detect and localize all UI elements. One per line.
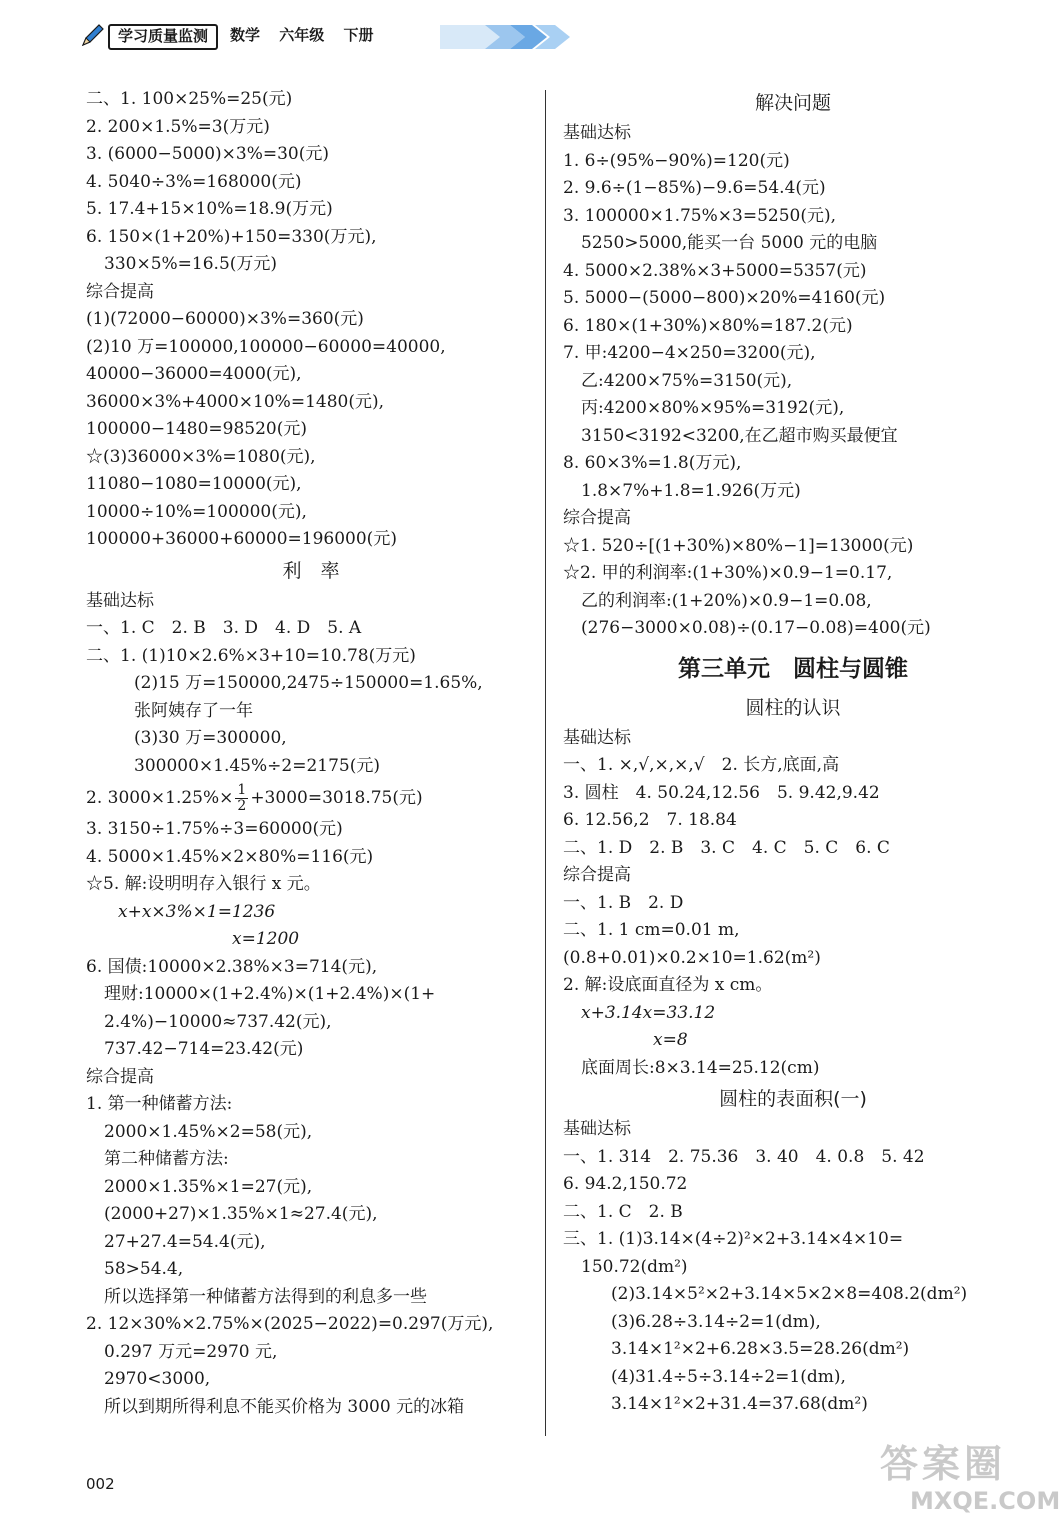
answer-line: 3.14×1²×2+6.28×3.5=28.26(dm²): [611, 1339, 910, 1359]
answer-line: 二、1. 100×25%=25(元): [86, 89, 293, 109]
answer-line: 2000×1.45%×2=58(元),: [104, 1121, 313, 1142]
answer-line: ☆(3)36000×3%=1080(元),: [86, 446, 316, 467]
answer-line: 底面周长:8×3.14=25.12(cm): [581, 1057, 820, 1078]
answer-line: ☆1. 520÷[(1+30%)×80%−1]=13000(元): [563, 535, 914, 556]
book-info: [230, 24, 388, 46]
answer-line: 1.8×7%+1.8=1.926(万元): [581, 480, 801, 501]
answer-line: (2)3.14×5²×2+3.14×5×2×8=408.2(dm²): [611, 1284, 968, 1304]
topic-title: 解决问题: [754, 92, 831, 114]
topic-title: 圆柱的表面积(一): [719, 1088, 867, 1110]
equation-part: +3000=3018.75(元): [250, 788, 423, 808]
section-heading: 综合提高: [86, 281, 154, 302]
fraction: [235, 783, 248, 814]
answer-line: 10000÷10%=100000(元),: [86, 501, 307, 522]
answer-line: 4. 5040÷3%=168000(元): [86, 171, 302, 192]
answer-line: 5250>5000,能买一台 5000 元的电脑: [581, 233, 878, 253]
answer-line: 1. 6÷(95%−90%)=120(元): [563, 150, 790, 171]
volume-label: 下册: [343, 26, 374, 44]
unit-heading: 第三单元 圆柱与圆锥: [678, 655, 908, 682]
answer-line: 3. (6000−5000)×3%=30(元): [86, 144, 330, 164]
watermark-text: 答案圈: [880, 1442, 1007, 1486]
answer-line: 3. 100000×1.75%×3=5250(元),: [563, 205, 837, 226]
answer-line: x=8: [653, 1030, 688, 1050]
answer-line: 36000×3%+4000×10%=1480(元),: [86, 391, 385, 412]
answer-line: x+x×3%×1=1236: [118, 901, 276, 922]
topic-title: 圆柱的认识: [745, 696, 841, 719]
answer-line: 27+27.4=54.4(元),: [104, 1231, 266, 1252]
answer-line: 乙:4200×75%=3150(元),: [581, 370, 793, 391]
answer-line: 2000×1.35%×1=27(元),: [104, 1176, 313, 1197]
answer-line: 6. 150×(1+20%)+150=330(万元),: [86, 226, 377, 247]
answer-line: 一、1. 314 2. 75.36 3. 40 4. 0.8 5. 42: [563, 1146, 925, 1167]
right-column: [563, 86, 1023, 1419]
page-header: [80, 20, 520, 54]
answer-line: 乙的利润率:(1+20%)×0.9−1=0.08,: [581, 590, 872, 611]
answer-line: x=1200: [232, 929, 300, 949]
answer-line: 2970<3000,: [104, 1369, 211, 1389]
answer-line: (3)6.28÷3.14÷2=1(dm),: [611, 1311, 821, 1332]
column-divider: [545, 90, 546, 1436]
answer-line: (1)(72000−60000)×3%=360(元): [86, 309, 364, 329]
grade-label: 六年级: [279, 26, 325, 44]
answer-line: 4. 5000×2.38%×3+5000=5357(元): [563, 260, 867, 281]
answer-line: 6. 180×(1+30%)×80%=187.2(元): [563, 315, 853, 336]
answer-line: 第二种储蓄方法:: [104, 1149, 229, 1169]
answer-line: 二、1. (1)10×2.6%×3+10=10.78(万元): [86, 645, 416, 666]
answer-line: 6. 94.2,150.72: [563, 1174, 688, 1194]
answer-line: 11080−1080=10000(元),: [86, 474, 302, 494]
answer-line: 2. 解:设底面直径为 x cm。: [563, 975, 773, 995]
answer-line: 8. 60×3%=1.8(万元),: [563, 453, 742, 473]
section-heading: 基础达标: [563, 727, 631, 748]
answer-line: 2. 200×1.5%=3(万元): [86, 116, 270, 137]
answer-line: 300000×1.45%÷2=2175(元): [134, 755, 380, 776]
watermark-logo: [880, 1442, 1061, 1528]
answer-line: 6. 国债:10000×2.38%×3=714(元),: [86, 956, 378, 977]
equation-part: 2. 3000×1.25%×: [86, 788, 234, 808]
section-heading: 综合提高: [563, 865, 631, 885]
decorative-chevrons-icon: [440, 22, 600, 52]
answer-line: 4. 5000×1.45%×2×80%=116(元): [86, 846, 374, 867]
answer-line: 二、1. C 2. B: [563, 1201, 683, 1222]
section-heading: 基础达标: [563, 123, 631, 143]
section-heading: 基础达标: [86, 590, 154, 611]
section-heading: 基础达标: [563, 1119, 631, 1139]
answer-line: 2. 12×30%×2.75%×(2025−2022)=0.297(万元),: [86, 1314, 494, 1334]
page-number: 002: [86, 1475, 115, 1493]
fraction-numerator: 1: [237, 782, 247, 798]
answer-line: (3)30 万=300000,: [134, 728, 287, 748]
fraction-denominator: 2: [237, 798, 247, 814]
answer-line: (276−3000×0.08)÷(0.17−0.08)=400(元): [581, 618, 931, 638]
subject-label: 数学: [230, 26, 261, 44]
answer-line: 2. 9.6÷(1−85%)−9.6=54.4(元): [563, 178, 826, 198]
answer-line: 3. 圆柱 4. 50.24,12.56 5. 9.42,9.42: [563, 782, 880, 803]
answer-line: 3150<3192<3200,在乙超市购买最便宜: [581, 425, 898, 446]
answer-line: 6. 12.56,2 7. 18.84: [563, 810, 737, 830]
answer-line-fraction: [86, 780, 536, 816]
topic-title: 利 率: [282, 559, 340, 582]
pen-icon: [80, 22, 106, 48]
answer-line: 150.72(dm²): [581, 1256, 688, 1277]
section-heading: 综合提高: [563, 508, 631, 528]
answer-line: 330×5%=16.5(万元): [104, 254, 278, 274]
answer-line: 100000+36000+60000=196000(元): [86, 529, 397, 549]
series-title: 学习质量监测: [108, 24, 218, 50]
answer-line: 一、1. ×,√,×,×,√ 2. 长方,底面,高: [563, 755, 840, 775]
answer-line: 40000−36000=4000(元),: [86, 364, 302, 384]
answer-line: 0.297 万元=2970 元,: [104, 1341, 278, 1362]
answer-line: (2000+27)×1.35%×1≈27.4(元),: [104, 1204, 378, 1224]
answer-line: 二、1. 1 cm=0.01 m,: [563, 920, 740, 940]
watermark-url: MXQE.COM: [910, 1487, 1061, 1515]
answer-line: 张阿姨存了一年: [134, 700, 253, 721]
answer-line: (0.8+0.01)×0.2×10=1.62(m²): [563, 947, 821, 968]
answer-line: 737.42−714=23.42(元): [104, 1039, 304, 1059]
answer-line: ☆2. 甲的利润率:(1+30%)×0.9−1=0.17,: [563, 563, 893, 583]
answer-line: 一、1. B 2. D: [563, 892, 684, 913]
answer-line: x+3.14x=33.12: [581, 1002, 716, 1023]
left-column: [86, 86, 536, 1421]
answer-line: 二、1. D 2. B 3. C 4. C 5. C 6. C: [563, 837, 890, 858]
answer-line: 三、1. (1)3.14×(4÷2)²×2+3.14×4×10=: [563, 1229, 904, 1249]
answer-line: 1. 第一种储蓄方法:: [86, 1094, 233, 1114]
answer-line: 3.14×1²×2+31.4=37.68(dm²): [611, 1394, 868, 1414]
answer-line: (2)10 万=100000,100000−60000=40000,: [86, 336, 446, 357]
answer-line: 所以到期所得利息不能买价格为 3000 元的冰箱: [104, 1396, 465, 1417]
answer-line: 2.4%)−10000≈737.42(元),: [104, 1011, 332, 1032]
answer-line: 100000−1480=98520(元): [86, 419, 307, 439]
answer-line: ☆5. 解:设明明存入银行 x 元。: [86, 874, 321, 894]
answer-line: (2)15 万=150000,2475÷150000=1.65%,: [134, 673, 483, 693]
answer-line: 3. 3150÷1.75%÷3=60000(元): [86, 819, 343, 839]
answer-line: 58>54.4,: [104, 1259, 184, 1279]
answer-line: 所以选择第一种储蓄方法得到的利息多一些: [104, 1286, 427, 1307]
answer-line: 丙:4200×80%×95%=3192(元),: [581, 398, 845, 418]
answer-line: (4)31.4÷5÷3.14÷2=1(dm),: [611, 1366, 846, 1387]
answer-line: 5. 17.4+15×10%=18.9(万元): [86, 199, 333, 219]
answer-line: 5. 5000−(5000−800)×20%=4160(元): [563, 288, 886, 308]
answer-line: 一、1. C 2. B 3. D 4. D 5. A: [86, 618, 362, 638]
answer-line: 7. 甲:4200−4×250=3200(元),: [563, 343, 816, 363]
section-heading: 综合提高: [86, 1066, 154, 1087]
answer-line: 理财:10000×(1+2.4%)×(1+2.4%)×(1+: [104, 984, 436, 1004]
